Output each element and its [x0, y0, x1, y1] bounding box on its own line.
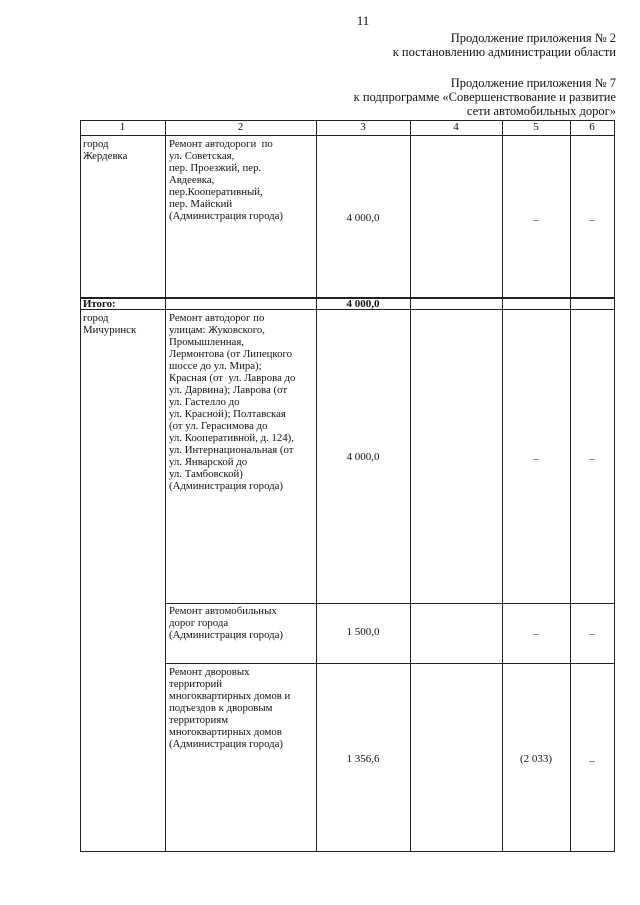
row-3-col5: –	[533, 453, 539, 465]
column-header-6: 6	[589, 121, 595, 133]
page-number: 11	[356, 13, 370, 28]
column-divider	[502, 120, 503, 852]
row-1-amount: 4 000,0	[346, 212, 380, 224]
appendix-header-line2: к постановлению администрации области	[392, 45, 616, 59]
subprogram-header-line3: сети автомобильных дорог»	[466, 104, 616, 118]
header-row-divider	[80, 135, 615, 136]
row-4-col5: –	[533, 628, 539, 640]
table-border-bottom	[80, 851, 615, 852]
appendix-header-line1: Продолжение приложения № 2	[450, 31, 616, 45]
data-table	[80, 120, 615, 852]
row-divider	[165, 603, 615, 604]
column-divider	[570, 120, 571, 852]
subprogram-header-line2: к подпрограмме «Совершенствование и развитие	[353, 90, 616, 104]
row-3-col6: –	[589, 453, 595, 465]
column-header-4: 4	[453, 121, 459, 133]
total-label: Итого:	[83, 298, 116, 310]
row-1-col5: –	[533, 214, 539, 226]
table-border-left	[80, 120, 81, 852]
row-5-col6: –	[589, 755, 595, 767]
row-5-col5: (2 033)	[519, 753, 553, 765]
row-3-description: Ремонт автодорог по улицам: Жуковского, Промышленная, Лермонтова (от Липецкого шоссе до ул. Мира); Красная (от ул. Лаврова до ул. Дарвина); Лаврова (от ул. Гастелло до ул. Красной); Полтавская (от ул. Герасимова до ул. Кооперативной, д. 124), ул. Интернациональная (от ул. Январской до ул. Тамбовской) (Администрация города)	[169, 312, 296, 492]
row-1-col6: –	[589, 214, 595, 226]
row-5-description: Ремонт дворовых территорий многоквартирных домов и подъездов к дворовым территориям многоквартирных домов (Администрация города)	[169, 666, 291, 750]
column-header-3: 3	[360, 121, 366, 133]
row-1-municipality: город Жердевка	[83, 138, 128, 162]
column-header-1: 1	[119, 121, 126, 133]
row-divider	[165, 663, 615, 664]
row-1-description: Ремонт автодороги по ул. Советская, пер. Проезжий, пер. Авдеевка, пер.Кооперативный, пер. Майский (Администрация города)	[169, 138, 284, 222]
row-5-amount: 1 356,6	[346, 753, 380, 765]
row-4-amount: 1 500,0	[346, 626, 380, 638]
column-header-5: 5	[533, 121, 539, 133]
subprogram-header-line1: Продолжение приложения № 7	[450, 76, 616, 90]
column-divider	[165, 120, 166, 852]
column-header-2: 2	[237, 121, 244, 133]
row-4-col6: –	[589, 628, 595, 640]
table-border-right	[614, 120, 615, 852]
subprogram-header	[354, 76, 616, 118]
total-amount: 4 000,0	[346, 298, 380, 310]
row-3-municipality: город Мичуринск	[83, 312, 137, 336]
row-3-amount: 4 000,0	[346, 451, 380, 463]
column-divider	[410, 120, 411, 852]
column-divider	[316, 120, 317, 852]
row-4-description: Ремонт автомобильных дорог города (Администрация города)	[169, 605, 284, 641]
appendix-header	[393, 31, 616, 59]
